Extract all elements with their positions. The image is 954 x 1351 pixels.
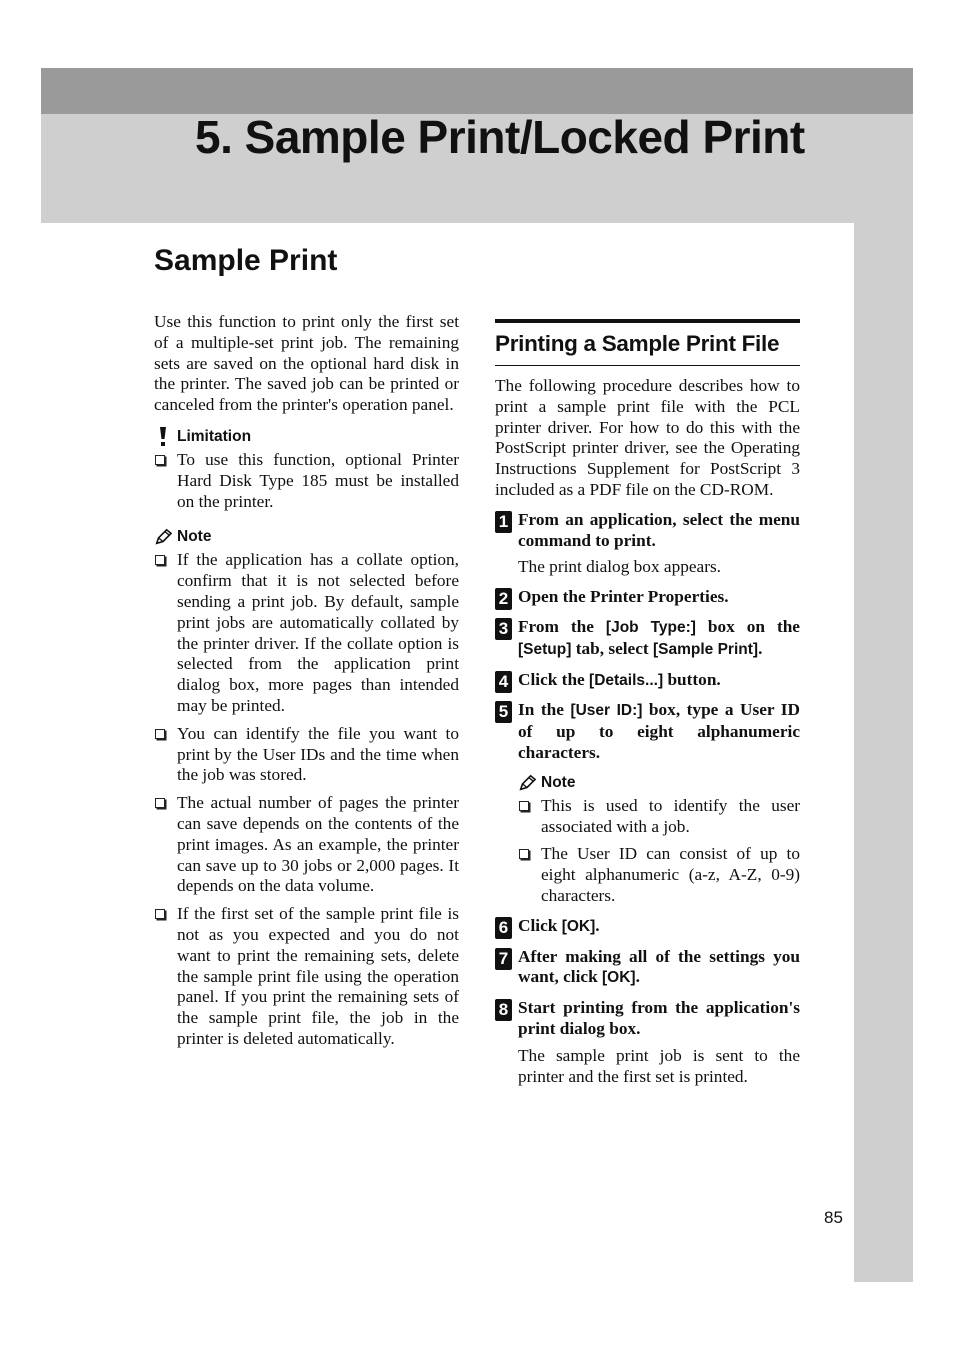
step-1 bbox=[495, 510, 800, 578]
subsection-heading: Printing a Sample Print File bbox=[495, 319, 800, 366]
step-5 bbox=[495, 700, 800, 906]
chapter-title: 5. Sample Print/Locked Print bbox=[195, 111, 805, 163]
list-item: To use this function, optional Printer Hard Disk Type 185 must be installed on the printer. bbox=[154, 450, 459, 512]
step-number: 3 bbox=[495, 618, 512, 640]
section-title: Sample Print bbox=[154, 244, 338, 277]
note-list bbox=[154, 550, 459, 1049]
checkbox-bullet-icon bbox=[155, 798, 165, 808]
note-label: Note bbox=[541, 773, 576, 791]
note-heading bbox=[518, 772, 800, 794]
step-6 bbox=[495, 916, 800, 938]
list-item: If the first set of the sample print file is not as you expected and you do not want to print the remaining sets, delete the sample print file using the operation panel. If you print the remaining sets of the sample print file, the job in the printer is deleted automatically. bbox=[154, 904, 459, 1050]
step-number: 1 bbox=[495, 511, 512, 533]
checkbox-bullet-icon bbox=[519, 801, 529, 811]
note-list bbox=[518, 796, 800, 907]
step-note bbox=[518, 772, 800, 907]
note-label: Note bbox=[177, 528, 212, 546]
side-margin-bar bbox=[854, 223, 913, 1282]
step-3 bbox=[495, 617, 800, 661]
step-instruction: From the [Job Type:] box on the [Setup] tab, select [Sample Print]. bbox=[518, 616, 800, 658]
step-instruction: In the [User ID:] box, type a User ID of up to eight alphanumeric characters. bbox=[518, 700, 801, 762]
step-instruction: Click [OK]. bbox=[518, 915, 600, 935]
chapter-header-bar bbox=[41, 68, 913, 114]
list-item: The actual number of pages the printer can save depends on the contents of the print images. As an example, the printer can save up to 30 jobs or 2,000 pages. It depends on the data volume. bbox=[154, 793, 459, 897]
step-result: The sample print job is sent to the printer and the first set is printed. bbox=[518, 1045, 800, 1086]
step-result: The print dialog box appears. bbox=[518, 557, 721, 577]
ui-label-sample-print: [Sample Print] bbox=[652, 640, 759, 658]
left-column bbox=[154, 312, 459, 1057]
checkbox-bullet-icon bbox=[155, 455, 165, 465]
list-item: You can identify the file you want to print by the User IDs and the time when the job was stored. bbox=[154, 724, 459, 786]
intro-paragraph: Use this function to print only the first set of a multiple-set print job. The remaining sets are saved on the optional hard disk in the printer. The saved job can be printed or canceled from the printer's operation panel. bbox=[154, 312, 459, 415]
step-7 bbox=[495, 947, 800, 990]
step-number: 5 bbox=[495, 701, 512, 723]
step-instruction: After making all of the settings you want, click [OK]. bbox=[518, 946, 800, 987]
checkbox-bullet-icon bbox=[519, 849, 529, 859]
step-4 bbox=[495, 670, 800, 692]
step-instruction: Start printing from the application's print dialog box. bbox=[518, 998, 800, 1038]
ui-label-ok: [OK] bbox=[561, 917, 596, 935]
right-column bbox=[495, 319, 800, 1087]
page-number: 85 bbox=[824, 1208, 843, 1227]
step-number: 8 bbox=[495, 999, 512, 1021]
ui-label-details: [Details...] bbox=[589, 671, 664, 689]
list-item: If the application has a collate option, confirm that it is not selected before sending a print job. By default, sample print jobs are automatically collated by the printer driver. If the collate option is selected from the application print dialog box, more pages than intended may be printed. bbox=[154, 550, 459, 716]
limitation-label: Limitation bbox=[177, 427, 252, 445]
list-item: This is used to identify the user associated with a job. bbox=[518, 796, 800, 838]
ui-label-setup: [Setup] bbox=[518, 640, 572, 658]
note-heading bbox=[154, 526, 459, 548]
checkbox-bullet-icon bbox=[155, 909, 165, 919]
step-8 bbox=[495, 998, 800, 1087]
step-instruction: From an application, select the menu command to print. bbox=[518, 509, 800, 550]
ui-label-user-id: [User ID:] bbox=[570, 702, 643, 720]
step-number: 2 bbox=[495, 588, 512, 610]
exclamation-icon bbox=[154, 426, 172, 448]
pencil-icon bbox=[154, 526, 172, 548]
step-2 bbox=[495, 587, 800, 608]
step-instruction: Open the Printer Properties. bbox=[518, 587, 729, 607]
procedure-intro: The following procedure describes how to print a sample print file with the PCL printer driver. For how to do this with the PostScript printer driver, see the Operating Instructions Supplement for PostScript 3 included as a PDF file on the CD-ROM. bbox=[495, 376, 800, 499]
ui-label-job-type: [Job Type:] bbox=[605, 618, 696, 636]
step-number: 7 bbox=[495, 948, 512, 970]
ui-label-ok: [OK] bbox=[602, 969, 636, 987]
step-instruction: Click the [Details...] button. bbox=[518, 669, 721, 689]
checkbox-bullet-icon bbox=[155, 555, 165, 565]
step-number: 6 bbox=[495, 917, 512, 939]
limitation-heading bbox=[154, 426, 459, 448]
checkbox-bullet-icon bbox=[155, 729, 165, 739]
pencil-icon bbox=[518, 772, 536, 794]
list-item: The User ID can consist of up to eight alphanumeric (a-z, A-Z, 0-9) characters. bbox=[518, 844, 800, 906]
step-number: 4 bbox=[495, 671, 512, 693]
limitation-list bbox=[154, 450, 459, 512]
